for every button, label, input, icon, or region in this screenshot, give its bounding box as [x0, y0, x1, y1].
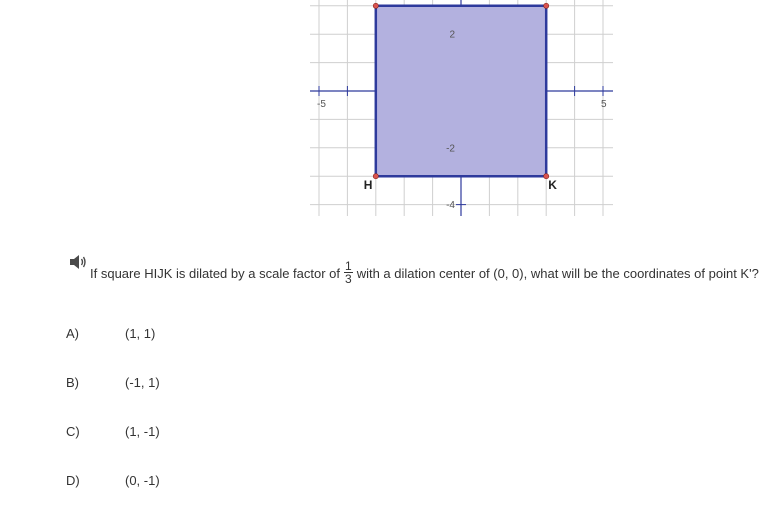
question-text-before: If square HIJK is dilated by a scale factor of: [90, 265, 341, 281]
question-text-after: with a dilation center of (0, 0), what will be the coordinates of point K'?: [356, 265, 759, 281]
vertex-point-j: [544, 3, 549, 8]
choice-letter: B): [66, 375, 79, 390]
y-tick-label: -4: [446, 200, 455, 212]
fraction-denominator: 3: [345, 272, 352, 286]
speaker-icon[interactable]: [68, 253, 88, 274]
vertex-point-h: [373, 174, 378, 179]
coordinate-graph: [0, 0, 782, 240]
square-fill: [376, 6, 546, 176]
choice-value: (0, -1): [125, 473, 160, 488]
vertex-point-i: [373, 3, 378, 8]
x-tick-label: 5: [601, 99, 607, 110]
choice-value: (1, 1): [125, 326, 156, 341]
choice-value: (1, -1): [125, 424, 160, 439]
choice-letter: D): [66, 473, 80, 488]
x-tick-label: -5: [317, 99, 326, 110]
question-prompt: [68, 252, 782, 288]
vertex-label-k: K: [548, 178, 557, 193]
scale-factor-fraction: [344, 260, 353, 285]
question-text: [90, 259, 759, 287]
y-tick-label: -2: [446, 143, 455, 155]
vertex-label-h: H: [363, 178, 373, 193]
square-hijk: [373, 3, 549, 179]
choice-letter: A): [66, 326, 79, 341]
choice-value: (-1, 1): [125, 375, 160, 390]
choice-letter: C): [66, 424, 80, 439]
fraction-numerator: 1: [345, 259, 352, 273]
y-tick-label: 2: [449, 29, 455, 41]
